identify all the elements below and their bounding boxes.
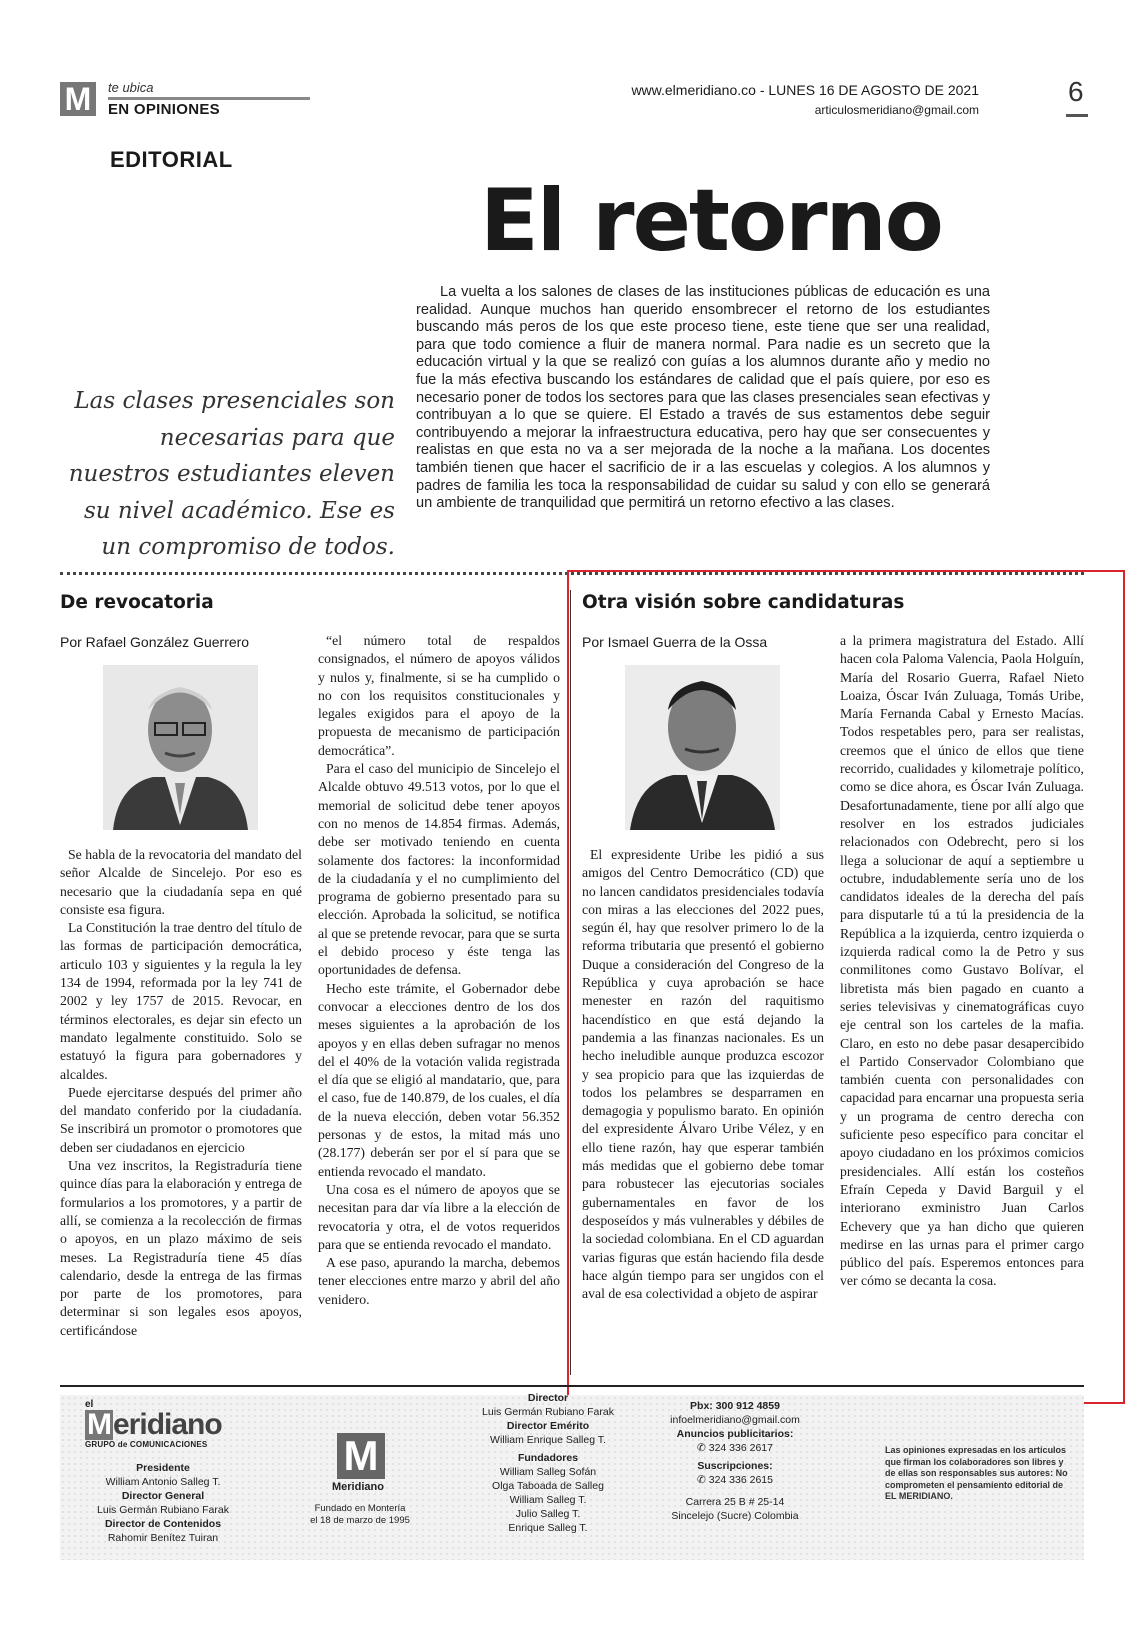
paragraph: La Constitución la trae dentro del título de las formas de participación democrática, articulo 103 y siguientes y la regula la ley 134 de 1994, reformada por la ley 741 de 2002 y ley 1757 de 2015. Revocar, en términos electorales, es dejar sin efecto un mandato legalmente constituido. Solo se estatuyó la figura para gobernadores y alcaldes. (60, 920, 302, 1082)
value: Enrique Salleg T. (508, 1522, 588, 1534)
footer-brand-m: M (87, 1408, 111, 1441)
footer-disclaimer: Las opiniones expresadas en los artículos que firman los colaboradores son libres y de ellas son responsables sus autores: No comprometen el pensamiento editorial de EL MERIDIANO. (885, 1445, 1068, 1501)
footer-logo-name: Meridiano (332, 1481, 384, 1493)
whatsapp-icon: ✆ (697, 1442, 706, 1454)
footer-brand (85, 1399, 222, 1449)
label: Pbx: 300 912 4859 (690, 1400, 780, 1412)
paragraph: “el número total de respaldos consignados, el número de apoyos válidos y nulos y, finalmente, si se ha cumplido o no con los requisitos constitucionales y legales exigidos para el apoyo de la propuesta de mecanismo de participación democrática”. (318, 633, 560, 758)
masthead-footer (60, 1392, 1084, 1560)
meridiano-logo: M (60, 82, 96, 116)
footer-brand-small: el (85, 1399, 94, 1410)
value: el 18 de marzo de 1995 (310, 1515, 410, 1526)
value: Fundado en Montería (314, 1503, 406, 1514)
label: Director Emérito (506, 1420, 590, 1432)
editorial-label: EDITORIAL (110, 147, 233, 172)
article-revocatoria-column-2 (318, 632, 560, 1372)
value: Rahomir Benítez Tuiran (107, 1532, 219, 1544)
value: Olga Taboada de Salleg (492, 1480, 604, 1492)
paragraph: Hecho este trámite, el Gobernador debe convocar a elecciones dentro de los dos meses siguientes a la aprobación de los apoyos y en ellas deben sufragar no menos del el 40% de la votación valida registrada el día que se eligió al mandatario, que, para el caso, fue de 140.879, de los cuales, el día de la nueva elección, deben votar 56.352 personas y de estos, la mitad más uno (28.177) deberán ser por el sí para que se entienda revocado el mandato. (318, 980, 560, 1179)
label: Director (527, 1392, 569, 1404)
footer-contact (655, 1399, 815, 1523)
header-email: articulosmeridiano@gmail.com (814, 103, 979, 117)
article-title-revocatoria: De revocatoria (60, 592, 214, 613)
label: Director General (121, 1490, 205, 1502)
value: William Antonio Salleg T. (105, 1476, 221, 1488)
header-kicker: te ubica (108, 80, 154, 95)
author-photo-rafael (103, 665, 258, 830)
footer-brand-wordmark (85, 1410, 222, 1440)
whatsapp-icon: ✆ (697, 1474, 706, 1486)
value: Sincelejo (Sucre) Colombia (671, 1510, 799, 1522)
editorial-body: La vuelta a los salones de clases de las instituciones públicas de educación es una realidad. Aunque muchos han querido ensombrecer el retorno de los estudiantes buscando más peros de los que este proceso tiene, este tiene que ser una realidad, para que todo comience a fluir de manera normal. Para nadie es un secreto que la educación virtual y la que se realizó con guías a los alumnos durante año y medio no fue la más efectiva buscando los estándares de calidad que el país quiere, por eso es necesario poner de todos los sectores para que las clases presenciales sean efectivas y contribuyan a lo que se quiere. El Estado a través de sus estamentos debe seguir contribuyendo a mejorar la infraestructura educativa, pero hay que ser consecuentes y realistas en que esta no va a ser mejorada de la noche a la mañana. Los docentes también tienen que hacer el sacrificio de ir a las escuelas y colegios. A los alumnos y padres de familia les toca la responsabilidad de cuidar su salud y con ello se generará un ambiente de tranquilidad que permitirá un retorno efectivo a las clases. (416, 284, 990, 512)
article-byline-revocatoria: Por Rafael González Guerrero (60, 634, 250, 650)
editorial-pullquote: Las clases presenciales son necesarias para que nuestros estudiantes eleven su nivel académico. Ese es un compromiso de todos. (68, 388, 395, 560)
paragraph: Puede ejercitarse después del primer año del mandato conferido por la ciudadanía. Se inscribirá un promotor o promotores que deben ser ciudadanos en ejercicio (60, 1084, 302, 1155)
article-candidaturas-column-2 (840, 632, 1084, 1372)
footer-logo: M (337, 1433, 385, 1479)
paragraph: Se habla de la revocatoria del mandato del señor Alcalde de Sincelejo. Por eso es necesario que la ciudadanía sepa en qué consiste esa figura. (60, 847, 302, 917)
section-divider (60, 572, 1084, 575)
header-section-name: EN OPINIONES (108, 101, 220, 118)
article-title-candidaturas: Otra visión sobre candidaturas (582, 592, 905, 613)
header-rule (108, 97, 310, 100)
label: Fundadores (517, 1452, 579, 1464)
value: Julio Salleg T. (515, 1508, 581, 1520)
page-number: 6 (1068, 76, 1084, 107)
value: Carrera 25 B # 25-14 (685, 1496, 785, 1508)
label: Suscripciones: (697, 1460, 773, 1472)
value: William Enrique Salleg T. (490, 1434, 606, 1446)
page-number-rule (1066, 114, 1088, 117)
paragraph: Una cosa es el número de apoyos que se necesitan para dar vía libre a la elección de revocatoria y otra, el de votos requeridos para que se entienda revocado el mandato. (318, 1181, 560, 1252)
footer-direction (468, 1391, 628, 1535)
label: Anuncios publicitarios: (676, 1428, 794, 1440)
value: Luis Germán Rubiano Farak (482, 1406, 614, 1418)
bottom-rule (60, 1385, 1084, 1387)
editorial-headline: El retorno (480, 171, 942, 271)
footer-staff (88, 1461, 238, 1545)
article-candidaturas-column-1 (582, 846, 824, 1371)
value: infoelmeridiano@gmail.com (670, 1414, 800, 1426)
paragraph: Para el caso del municipio de Sincelejo el Alcalde obtuvo 49.513 votos, por lo que el memorial de solicitud debe tener apoyos con no menos de 14.854 firmas. Además, debe ser motivado teniendo en cuenta solamente dos factores: la inconformidad de la ciudadanía y el no cumplimiento del programa de gobierno presentado para su elección. Aprobada la solicitud, se notifica al que se pretende revocar, para que se surta el debido proceso y éste tenga las oportunidades de defensa. (318, 761, 560, 978)
paragraph: Una vez inscritos, la Registraduría tiene quince días para la elaboración y entrega de formularios a los promotores, y a partir de allí, se comienza a la recolección de firmas o apoyos, en un plazo máximo de seis meses. La Registraduría tiene 45 días calendario, desde la entrega de las firmas por parte de los promotores, para determinar si son legales esos apoyos, certificándose (60, 1158, 302, 1338)
article-byline-candidaturas: Por Ismael Guerra de la Ossa (582, 634, 768, 650)
footer-brand-group: GRUPO de COMUNICACIONES (85, 1440, 208, 1449)
value: William Salleg Sofán (499, 1466, 597, 1478)
footer-founded (295, 1503, 425, 1527)
value: 324 336 2615 (708, 1474, 773, 1486)
paragraph: A ese paso, apurando la marcha, debemos tener elecciones entre marzo y abril del año venidero. (318, 1255, 560, 1307)
value: Luis Germán Rubiano Farak (97, 1504, 229, 1516)
label: Director de Contenidos (104, 1518, 222, 1530)
paragraph: a la primera magistratura del Estado. Allí hacen cola Paloma Valencia, Paola Holguín, María del Rosario Guerra, Rafael Nieto Loaiza, Óscar Iván Zuluaga, Tomás Uribe, María Fernanda Cabal y Ernesto Macías. Todos respetables pero, para ser realistas, creemos que el único de ellos que tiene recorrido, cualidades y kilometraje político, como se dice ahora, es Óscar Iván Zuluaga. Desafortunadamente, tiene por allí algo que resolver en los estrados judiciales relacionados con Odebrecht, pero si los llega a solucionar de aquí a septiembre u octubre, indudablemente sería uno de los candidatos ideales de la derecha del país para disputarle tú a tú la presidencia de la República a la izquierda, centro izquierda o izquierda radical como la de Petro y sus conmilitones como Gustavo Bolívar, el libretista más bien pagado en cuanto a series televisivas y cinematográficas cuyo eje central son los carteles de la mafia. Claro, en esto no debe pasar desapercibido el Partido Conservador Colombiano que también cuenta con personalidades con capacidad para encarnar una propuesta seria y un programa de centro derecha con suficiente peso específico para concitar el apoyo ciudadano en los próximos comicios presidenciales. Allí están los costeños Efraín Cepeda y David Barguil y el interiorano exministro Juan Carlos Echevery que ya han dicho que quieren medirse en las urnas para el primer cargo público del país. Esperemos entonces para ver cómo se decanta la cosa. (840, 633, 1084, 1289)
article-revocatoria-column-1 (60, 846, 302, 1371)
footer-brand-rest: eridiano (113, 1408, 222, 1441)
value: William Salleg T. (509, 1494, 587, 1506)
header-date-line: www.elmeridiano.co - LUNES 16 DE AGOSTO DE 2021 (631, 82, 979, 98)
column-divider (570, 590, 571, 1375)
paragraph: El expresidente Uribe les pidió a sus amigos del Centro Democrático (CD) que no lancen candidatos presidenciales todavía con miras a las elecciones del 2022 pues, según él, hay que resolver primero lo de la reforma tributaria que presentó el gobierno Duque a consideración del Congreso de la República y cuya aprobación se hace menester en razón del raquitismo hacendístico en que está dejando la pandemia a las finanzas nacionales. Es un hecho ineludible aunque produzca escozor y sea propicio para que las izquierdas de todos los pelambres se desparramen en demagogia y populismo barato. En opinión del expresidente Álvaro Uribe Vélez, y en ello tiene razón, hay que esperar también más medidas que el gobierno debe tomar para robustecer las ejecutorias sociales gubernamentales en favor de los desposeídos y más vulnerables y débiles de la sociedad colombiana. En el CD aguardan varias figuras que están haciendo fila desde hace algún tiempo para ser ungidos con el aval de esa colectividad a objeto de aspirar (582, 847, 824, 1302)
author-photo-ismael (625, 665, 780, 830)
label: Presidente (136, 1462, 190, 1474)
value: 324 336 2617 (708, 1442, 773, 1454)
